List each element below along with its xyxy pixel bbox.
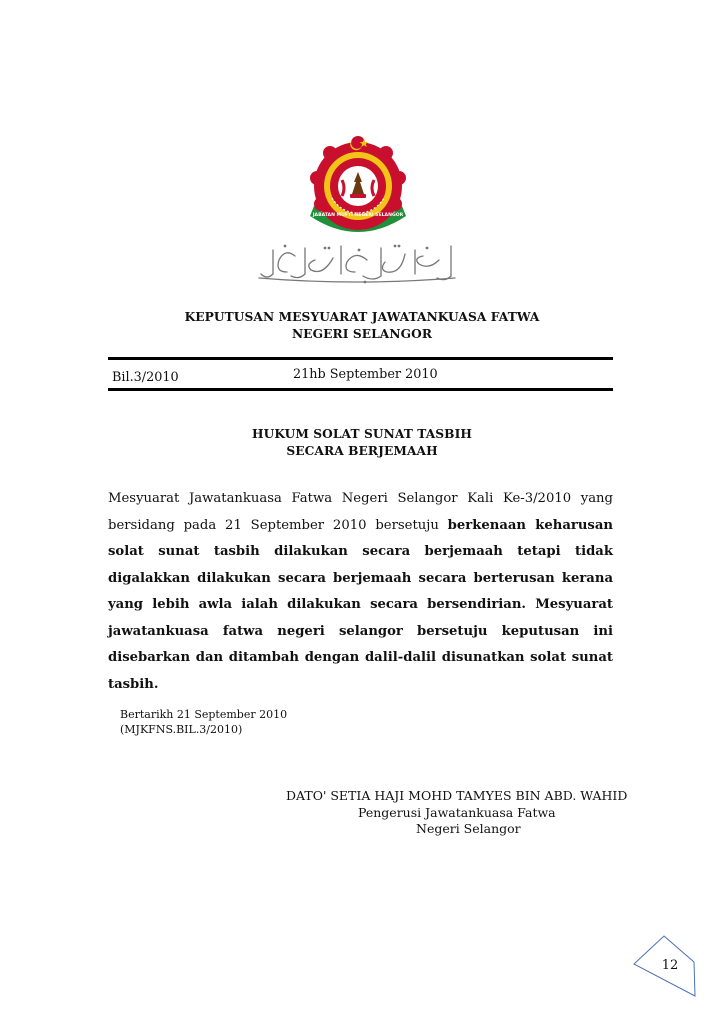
calligraphy-graphic <box>255 240 460 286</box>
top-rule <box>108 357 613 360</box>
svg-text:JABATAN MUFTI NEGERI SELANGOR: JABATAN MUFTI NEGERI SELANGOR <box>312 213 404 218</box>
signatory-body: Negeri Selangor <box>416 821 521 836</box>
subject-heading <box>0 426 724 460</box>
meeting-date: 21hb September 2010 <box>293 367 438 382</box>
reference-code: (MJKFNS.BIL.3/2010) <box>120 722 243 736</box>
arabic-calligraphy-logo <box>255 240 460 286</box>
decision-paragraph <box>108 486 613 698</box>
document-title <box>0 309 724 343</box>
subject-line-1: HUKUM SOLAT SUNAT TASBIH <box>252 427 472 441</box>
bil-number: Bil.3/2010 <box>112 370 179 385</box>
dated-text: Bertarikh 21 September 2010 <box>120 708 288 721</box>
title-line-1: KEPUTUSAN MESYUARAT JAWATANKUASA FATWA <box>184 310 540 324</box>
signatory-block <box>286 788 628 838</box>
jabatan-mufti-emblem <box>302 136 414 238</box>
paragraph-intro: Mesyuarat Jawatankuasa Fatwa Negeri Selangor Kali Ke-3/2010 yang bersidang pada 21 September 2010 bersetuju <box>108 491 613 533</box>
subject-line-2: SECARA BERJEMAAH <box>286 444 438 458</box>
signatory-name: DATO' SETIA HAJI MOHD TAMYES BIN ABD. WAHID <box>286 788 628 803</box>
paragraph-decision: berkenaan keharusan solat sunat tasbih dilakukan secara berjemaah tetapi tidak digalakkan dilakukan secara berjemaah secara berterusan kerana yang lebih awla ialah dilakukan secara bersendirian. Mesyuarat jawatankuasa fatwa negeri selangor bersetuju keputusan ini disebarkan dan ditambah dengan dalil-dalil disunatkan solat sunat tasbih. <box>108 517 613 692</box>
signatory-position: Pengerusi Jawatankuasa Fatwa <box>358 804 556 820</box>
page-number: 12 <box>661 958 679 973</box>
dated-reference <box>120 708 287 737</box>
emblem-graphic <box>302 136 414 238</box>
reference-row <box>108 367 613 385</box>
title-line-2: NEGERI SELANGOR <box>291 327 433 341</box>
bottom-rule <box>108 388 613 391</box>
